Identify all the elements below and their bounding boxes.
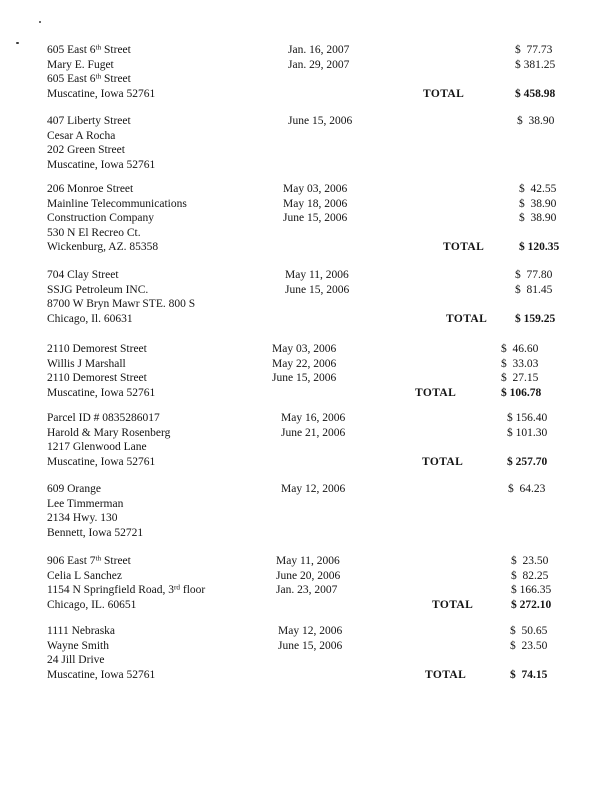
address-text: 2110 Demorest Street [47, 372, 147, 384]
address-text: Construction Company [47, 212, 155, 224]
entry-row [0, 440, 615, 455]
address-text: 206 Monroe Street [47, 183, 134, 195]
address-line [47, 197, 187, 212]
address-text: 704 Clay Street [47, 269, 119, 281]
payment-amount: $ 77.73 [515, 44, 553, 56]
payment-date: May 16, 2006 [281, 412, 346, 424]
entry-row [0, 283, 615, 298]
address-text: Street [101, 44, 131, 56]
address-line [47, 114, 131, 129]
address-line [47, 72, 131, 87]
total-amount: $ 74.15 [510, 668, 548, 681]
address-text: Muscatine, Iowa 52761 [47, 87, 156, 100]
address-line [47, 182, 133, 197]
total-label: TOTAL [415, 386, 457, 399]
payment-date: June 20, 2006 [276, 569, 341, 582]
payment-amount: $ 38.90 [519, 212, 557, 224]
address-line [47, 668, 155, 683]
address-text: SSJG Petroleum INC. [47, 283, 149, 296]
address-line [47, 497, 123, 512]
entry-row [0, 569, 615, 584]
payment-date: May 11, 2006 [285, 269, 349, 281]
address-line [47, 624, 115, 639]
entry-row [0, 386, 615, 401]
payment-date: June 15, 2006 [283, 212, 348, 224]
payment-amount: $ 381.25 [515, 58, 556, 71]
entry-row [0, 357, 615, 372]
address-line [47, 226, 141, 241]
address-line [47, 158, 155, 173]
address-text: floor [180, 584, 206, 596]
entry-row [0, 72, 615, 87]
entry-row [0, 668, 615, 683]
address-text: Chicago, IL. 60651 [47, 598, 137, 611]
address-line [47, 129, 115, 144]
payment-amount: $ 50.65 [510, 625, 548, 637]
address-line [47, 357, 126, 372]
address-text: 530 N El Recreo Ct. [47, 226, 141, 239]
address-text: Parcel ID # 0835286017 [47, 412, 160, 424]
address-text: 2110 Demorest Street [47, 343, 147, 355]
entry-row [0, 158, 615, 173]
total-label: TOTAL [443, 241, 485, 253]
payment-amount: $ 27.15 [501, 372, 539, 384]
address-line [47, 569, 122, 584]
payment-amount: $ 81.45 [515, 283, 553, 296]
payment-amount: $ 46.60 [501, 343, 539, 355]
entry-row [0, 342, 615, 357]
entry-block [0, 182, 615, 255]
total-label: TOTAL [425, 668, 467, 681]
ordinal-suffix: th [95, 43, 102, 52]
entry-row [0, 43, 615, 58]
address-line [47, 297, 195, 312]
payment-date: May 18, 2006 [283, 197, 348, 210]
entry-row [0, 411, 615, 426]
address-line [47, 639, 109, 654]
address-text: Muscatine, Iowa 52761 [47, 158, 156, 171]
address-text: Cesar A Rocha [47, 129, 116, 142]
payment-amount: $ 23.50 [511, 555, 549, 567]
entry-block [0, 114, 615, 172]
entry-row [0, 598, 615, 613]
payment-date: Jan. 16, 2007 [288, 44, 350, 56]
total-label: TOTAL [446, 312, 488, 325]
address-line [47, 312, 133, 327]
address-line [47, 283, 148, 298]
payment-date: June 15, 2006 [288, 115, 353, 127]
payment-amount: $ 64.23 [508, 483, 546, 495]
entry-block [0, 482, 615, 540]
payment-date: May 22, 2006 [272, 357, 337, 370]
entry-row [0, 653, 615, 668]
payment-amount: $ 33.03 [501, 357, 539, 370]
entry-row [0, 554, 615, 569]
address-text: Chicago, Il. 60631 [47, 312, 133, 325]
address-line [47, 482, 101, 497]
payment-date: May 12, 2006 [281, 483, 346, 495]
address-text: 906 East 7 [47, 555, 96, 567]
address-line [47, 583, 205, 598]
entry-row [0, 143, 615, 158]
entry-row [0, 426, 615, 441]
ordinal-suffix: th [95, 554, 102, 563]
entry-row [0, 371, 615, 386]
address-text: Muscatine, Iowa 52761 [47, 386, 156, 399]
address-line [47, 386, 155, 401]
address-text: Willis J Marshall [47, 357, 126, 370]
payment-date: May 03, 2006 [272, 343, 337, 355]
address-text: 1111 Nebraska [47, 625, 116, 637]
ordinal-suffix: rd [174, 583, 181, 592]
entry-block [0, 554, 615, 612]
address-text: Bennett, Iowa 52721 [47, 526, 144, 539]
entry-row [0, 526, 615, 541]
payment-amount: $ 23.50 [510, 639, 548, 652]
total-amount: $ 272.10 [511, 598, 552, 611]
address-line [47, 653, 105, 668]
address-text: Wayne Smith [47, 639, 109, 652]
payment-amount: $ 38.90 [517, 115, 555, 127]
address-text: Wickenburg, AZ. 85358 [47, 241, 159, 253]
address-line [47, 58, 114, 73]
address-text: 407 Liberty Street [47, 115, 131, 127]
address-text: Lee Timmerman [47, 497, 124, 510]
entry-row [0, 455, 615, 470]
address-line [47, 342, 147, 357]
payment-amount: $ 101.30 [507, 426, 548, 439]
payment-amount: $ 77.80 [515, 269, 553, 281]
address-text: 605 East 6 [47, 44, 96, 56]
address-line [47, 371, 147, 386]
entry-row [0, 583, 615, 598]
payment-date: June 21, 2006 [281, 426, 346, 439]
address-line [47, 87, 155, 102]
address-line [47, 411, 160, 426]
payment-amount: $ 42.55 [519, 183, 557, 195]
scan-speck [39, 21, 41, 23]
total-amount: $ 120.35 [519, 241, 560, 253]
payment-date: June 15, 2006 [278, 639, 343, 652]
address-text: Harold & Mary Rosenberg [47, 426, 171, 439]
payment-amount: $ 38.90 [519, 197, 557, 210]
entry-row [0, 240, 615, 255]
address-line [47, 526, 143, 541]
entry-block [0, 342, 615, 400]
payment-date: Jan. 29, 2007 [288, 58, 350, 71]
entry-row [0, 312, 615, 327]
address-line [47, 211, 154, 226]
address-text: 609 Orange [47, 483, 101, 495]
total-amount: $ 257.70 [507, 455, 548, 468]
address-line [47, 143, 125, 158]
payment-amount: $ 166.35 [511, 584, 552, 596]
address-text: 8700 W Bryn Mawr STE. 800 S [47, 298, 196, 310]
payment-date: June 15, 2006 [285, 283, 350, 296]
address-line [47, 455, 155, 470]
total-label: TOTAL [432, 598, 474, 611]
payment-amount: $ 82.25 [511, 569, 549, 582]
total-label: TOTAL [422, 455, 464, 468]
address-line [47, 426, 170, 441]
payment-date: Jan. 23, 2007 [276, 584, 338, 596]
address-text: Street [101, 555, 131, 567]
total-amount: $ 159.25 [515, 312, 556, 325]
address-text: Celia L Sanchez [47, 569, 122, 582]
address-text: Mary E. Fuget [47, 58, 114, 71]
address-line [47, 440, 147, 455]
address-line [47, 43, 131, 58]
address-line [47, 240, 158, 255]
address-text: 2134 Hwy. 130 [47, 512, 118, 524]
total-amount: $ 106.78 [501, 386, 542, 399]
entry-row [0, 511, 615, 526]
address-line [47, 268, 119, 283]
entry-row [0, 226, 615, 241]
entry-row [0, 87, 615, 102]
entry-row [0, 497, 615, 512]
ordinal-suffix: th [95, 72, 102, 81]
address-text: 605 East 6 [47, 73, 96, 85]
entry-row [0, 211, 615, 226]
address-text: Mainline Telecommunications [47, 197, 187, 210]
address-text: Muscatine, Iowa 52761 [47, 455, 156, 468]
address-text: 1217 Glenwood Lane [47, 441, 147, 453]
address-line [47, 554, 131, 569]
entry-row [0, 182, 615, 197]
total-label: TOTAL [423, 87, 465, 100]
entry-row [0, 268, 615, 283]
payment-date: May 11, 2006 [276, 555, 340, 567]
entry-block [0, 624, 615, 682]
entry-block [0, 411, 615, 469]
payment-date: May 12, 2006 [278, 625, 343, 637]
address-text: 202 Green Street [47, 144, 125, 156]
address-text: Street [101, 73, 131, 85]
address-text: Muscatine, Iowa 52761 [47, 668, 156, 681]
total-amount: $ 458.98 [515, 87, 556, 100]
payment-amount: $ 156.40 [507, 412, 548, 424]
entry-row [0, 197, 615, 212]
entry-block [0, 43, 615, 101]
address-text: 24 Jill Drive [47, 654, 105, 666]
payment-date: May 03, 2006 [283, 183, 348, 195]
address-text: 1154 N Springfield Road, 3 [47, 584, 175, 596]
payment-date: June 15, 2006 [272, 372, 337, 384]
entry-block [0, 268, 615, 326]
entry-row [0, 639, 615, 654]
entry-row [0, 129, 615, 144]
entry-row [0, 114, 615, 129]
entry-row [0, 482, 615, 497]
entry-row [0, 297, 615, 312]
entry-row [0, 624, 615, 639]
address-line [47, 598, 136, 613]
address-line [47, 511, 118, 526]
entry-row [0, 58, 615, 73]
